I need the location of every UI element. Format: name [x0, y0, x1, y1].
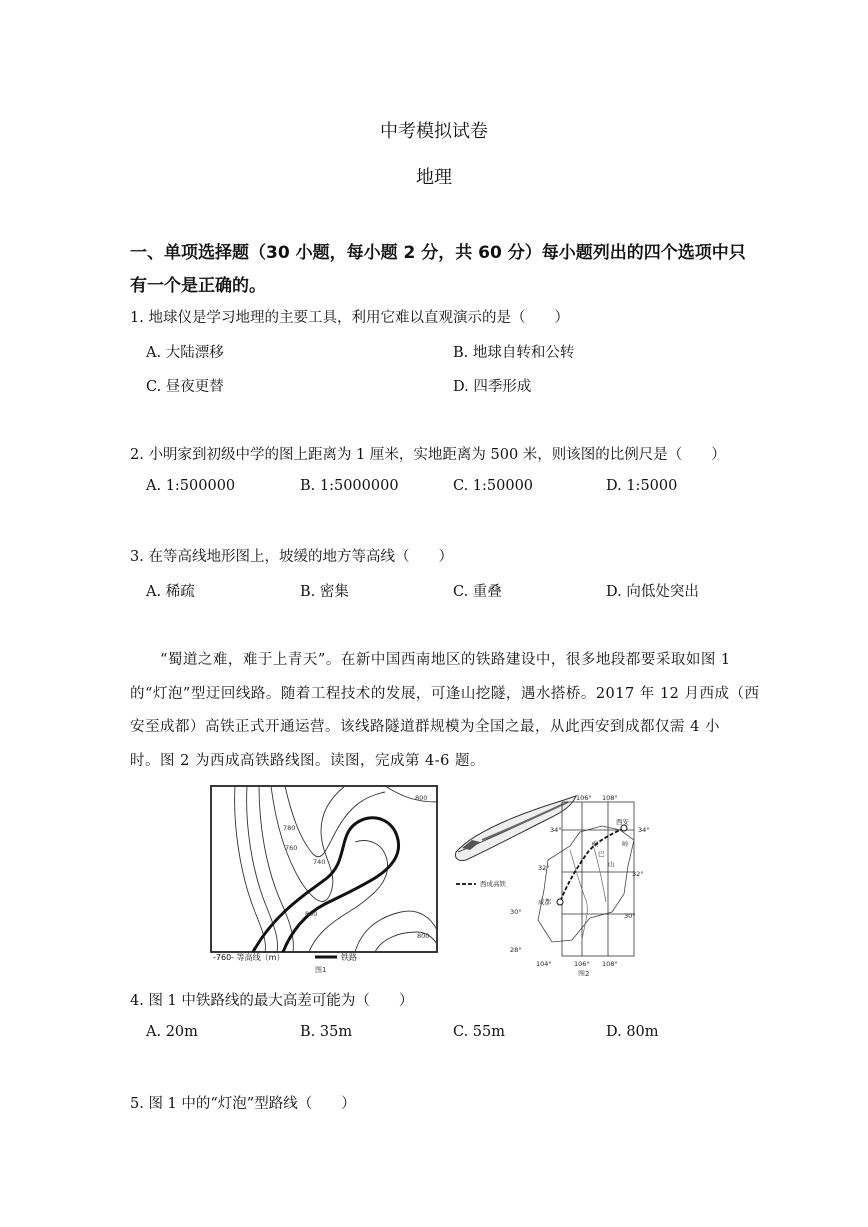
river: [570, 850, 587, 940]
question-3-stem: 3. 在等高线地形图上，坡缓的地方等高线（ ）: [130, 549, 453, 565]
question-4-option-d: D. 80m: [606, 1024, 659, 1040]
longitude-label: 108°: [602, 960, 618, 968]
question-4-option-c: C. 55m: [453, 1024, 505, 1040]
latitude-label: 30°: [510, 908, 522, 916]
section-heading-line2: 有一个是正确的。: [130, 276, 266, 296]
latitude-label: 32°: [538, 864, 550, 872]
question-1-option-a: A. 大陆漂移: [146, 345, 224, 361]
subject-title: 地理: [416, 167, 452, 188]
contour-line: [385, 786, 437, 802]
contour-line: [235, 786, 266, 952]
figure-1-legend-rail: 铁路: [341, 953, 357, 962]
figure-1-legend-contour: -760- 等高线（m）: [213, 953, 285, 962]
question-2-option-d: D. 1:5000: [606, 478, 678, 494]
question-3-option-d: D. 向低处突出: [606, 584, 699, 600]
city-marker-chengdu: [557, 899, 563, 905]
question-5-stem: 5. 图 1 中的“灯泡”型路线（ ）: [130, 1096, 356, 1112]
mountain-label: 岭: [622, 840, 629, 848]
contour-label: 760: [285, 844, 298, 852]
longitude-label: 104°: [536, 960, 552, 968]
passage-line-4: 时。图 2 为西成高铁路线图。读图，完成第 4-6 题。: [130, 753, 486, 769]
mountain-label: 山: [608, 860, 615, 868]
question-3-option-b: B. 密集: [300, 584, 349, 600]
contour-line: [259, 786, 296, 952]
railway-line: [253, 818, 399, 952]
latitude-label: 32°: [632, 870, 644, 878]
section-heading-line1: 一、单项选择题（30 小题，每小题 2 分，共 60 分）每小题列出的四个选项中只: [130, 243, 746, 263]
passage-line-2: 的“灯泡”型迂回线路。随着工程技术的发展，可逢山挖隧，遇水搭桥。2017 年 12 月西成（西: [130, 686, 760, 702]
contour-label: 780: [283, 824, 296, 832]
longitude-label: 106°: [576, 794, 592, 802]
question-2-option-a: A. 1:500000: [146, 478, 236, 494]
question-4-stem: 4. 图 1 中铁路线的最大高差可能为（ ）: [130, 993, 414, 1009]
figure-2-legend: 西成高铁: [480, 880, 506, 888]
question-2-option-b: B. 1:5000000: [300, 478, 399, 494]
contour-label: 800: [417, 932, 430, 940]
question-4-option-a: A. 20m: [146, 1024, 198, 1040]
contour-label: 800: [415, 794, 428, 802]
question-1-option-c: C. 昼夜更替: [146, 379, 224, 395]
question-3-option-c: C. 重叠: [453, 584, 502, 600]
latitude-label: 34°: [638, 826, 650, 834]
question-3-option-a: A. 稀疏: [146, 584, 195, 600]
longitude-label: 106°: [574, 960, 590, 968]
longitude-label: 108°: [602, 794, 618, 802]
exam-title: 中考模拟试卷: [380, 121, 488, 142]
contour-line: [285, 786, 385, 857]
mountain-label: 秦: [592, 840, 599, 848]
contour-line: [271, 786, 345, 901]
figure-1-caption: 图1: [315, 966, 327, 974]
passage-line-3: 安至成都）高铁正式开通运营。该线路隧道群规模为全国之最，从此西安到成都仅需 4 小: [130, 719, 720, 735]
question-1-option-d: D. 四季形成: [453, 379, 532, 395]
latitude-label: 28°: [510, 946, 522, 954]
latitude-label: 34°: [550, 826, 562, 834]
question-2-option-c: C. 1:50000: [453, 478, 534, 494]
figure-1-contour-map: [205, 782, 445, 974]
city-label-chengdu: 成都: [538, 898, 551, 906]
question-1-option-b: B. 地球自转和公转: [453, 345, 575, 361]
figure-2-caption: 图2: [578, 970, 590, 976]
contour-line: [247, 786, 278, 952]
question-2-stem: 2. 小明家到初级中学的图上距离为 1 厘米，实地距离为 500 米，则该图的比例尺是（ ）: [130, 447, 726, 463]
mountain-label: 巴: [598, 850, 605, 858]
contour-label: 800: [305, 910, 318, 918]
question-4-option-b: B. 35m: [300, 1024, 353, 1040]
contour-label: 740: [313, 858, 326, 866]
region-boundary: [538, 826, 634, 942]
latitude-label: 30°: [624, 912, 636, 920]
question-1-stem: 1. 地球仪是学习地理的主要工具，利用它难以直观演示的是（ ）: [130, 310, 569, 326]
passage-line-1: “蜀道之难，难于上青天”。在新中国西南地区的铁路建设中，很多地段都要采取如图 1: [160, 652, 731, 668]
figure-1-frame: [211, 786, 437, 952]
city-label-xian: 西安: [616, 818, 629, 826]
figure-2-railway-map: [452, 790, 672, 976]
